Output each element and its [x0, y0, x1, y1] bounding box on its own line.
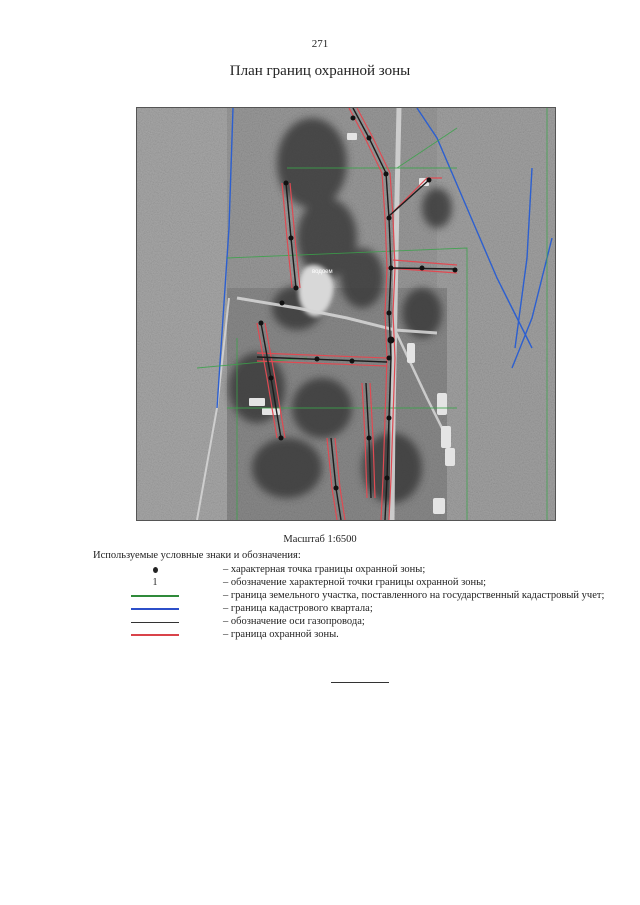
aerial-photo-svg: [137, 108, 555, 520]
page-number: 271: [311, 38, 329, 50]
legend-blue-line-icon: [130, 603, 180, 615]
legend: [130, 564, 610, 642]
closing-rule: [331, 682, 389, 683]
legend-item-land-parcel-boundary: [130, 590, 610, 602]
legend-text: – граница кадастрового квартала;: [223, 603, 373, 614]
legend-text: – граница земельного участка, поставленного на государственный кадастровый учет;: [223, 590, 605, 601]
legend-item-gas-pipeline-axis: [130, 616, 610, 628]
legend-item-cadastral-quarter-boundary: [130, 603, 610, 615]
legend-text: – обозначение характерной точки границы охранной зоны;: [223, 577, 487, 588]
page-title: План границ охранной зоны: [229, 63, 411, 79]
legend-item-protection-zone-boundary: [130, 629, 610, 641]
legend-black-line-icon: [130, 616, 180, 628]
legend-text: – характерная точка границы охранной зоны;: [223, 564, 426, 575]
legend-item-point-label: [130, 577, 610, 589]
legend-text: – обозначение оси газопровода;: [223, 616, 365, 627]
legend-red-line-icon: [130, 629, 180, 641]
map-scale: Масштаб 1:6500: [283, 534, 357, 545]
aerial-map: [136, 107, 556, 521]
legend-title: Используемые условные знаки и обозначения:: [93, 550, 301, 561]
legend-text: – граница охранной зоны.: [223, 629, 339, 640]
legend-digit-symbol: 1: [152, 577, 158, 588]
lake-label: водоем: [312, 269, 333, 275]
legend-item-characteristic-point: [130, 564, 610, 576]
legend-green-line-icon: [130, 590, 180, 602]
legend-dot-icon: [130, 564, 180, 576]
